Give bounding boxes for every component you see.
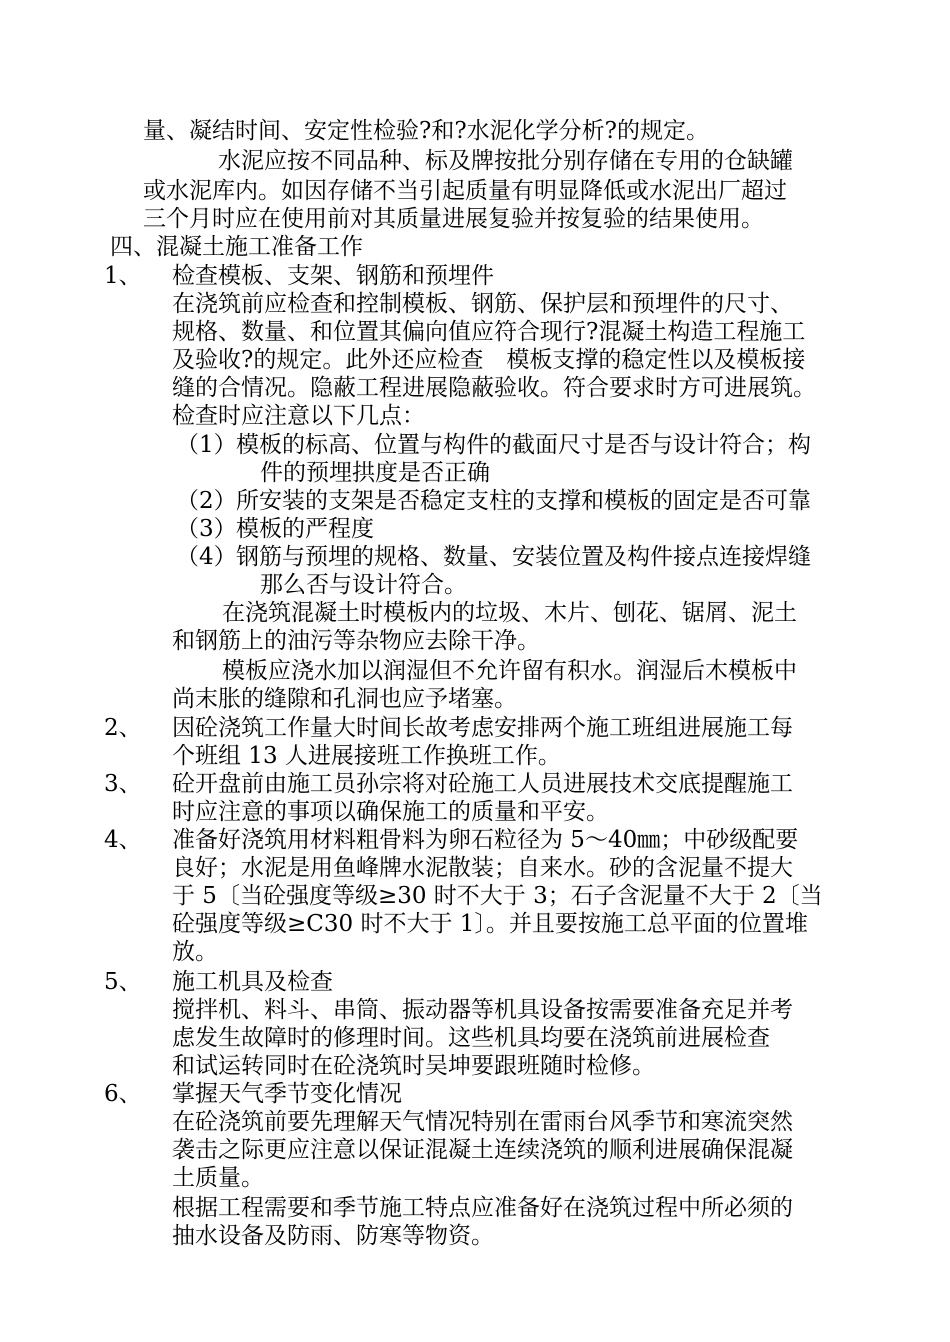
text-line: 在砼浇筑前要先理解天气情况特别在雷雨台风季节和寒流突然 <box>172 1109 793 1135</box>
text-line: 个班组 13 人进展接班工作换班工作。 <box>172 743 561 769</box>
text-line: 抽水设备及防雨、防寒等物资。 <box>172 1223 494 1249</box>
text-line: 时应注意的事项以确保施工的质量和平安。 <box>172 799 609 825</box>
item-title: 检查模板、支架、钢筋和预埋件 <box>172 263 494 289</box>
text-line: 准备好浇筑用材料粗骨料为卵石粒径为 5～40㎜；中砂级配要 <box>172 827 799 853</box>
subitem-text: 钢筋与预埋的规格、数量、安装位置及构件接点连接焊缝 <box>236 544 811 570</box>
text-line: 放。 <box>172 939 218 965</box>
subitem-label: （3） <box>176 516 237 542</box>
text-line: 缝的合情况。隐蔽工程进展隐蔽验收。符合要求时方可进展筑。 <box>172 375 816 401</box>
text-line: 或水泥库内。如因存储不当引起质量有明显降低或水泥出厂超过 <box>143 178 787 204</box>
text-line: 尚末胀的缝隙和孔洞也应予堵塞。 <box>172 686 517 712</box>
text-line: 及验收?的规定。此外还应检查 模板支撑的稳定性以及模板接 <box>172 347 806 373</box>
section-title: 四、混凝土施工准备工作 <box>110 234 363 260</box>
text-line: 在浇筑混凝土时模板内的垃圾、木片、刨花、锯屑、泥土 <box>222 600 797 626</box>
item-number: 2、 <box>104 715 142 741</box>
text-line: 良好；水泥是用鱼峰牌水泥散装；自来水。砂的含泥量不提大 <box>172 855 793 881</box>
text-line: 袭击之际更应注意以保证混凝土连续浇筑的顺利进展确保混凝 <box>172 1137 793 1163</box>
text-line: 模板应浇水加以润湿但不允许留有积水。润湿后木模板中 <box>222 658 797 684</box>
text-line: 搅拌机、料斗、串筒、振动器等机具设备按需要准备充足并考 <box>172 997 793 1023</box>
item-title: 施工机具及检查 <box>172 969 333 995</box>
text-line: 虑发生故障时的修理时间。这些机具均要在浇筑前进展检查 <box>172 1025 770 1051</box>
text-line: 砼强度等级≥C30 时不大于 1〕。并且要按施工总平面的位置堆 <box>172 911 808 937</box>
item-number: 3、 <box>104 771 142 797</box>
subitem-text: 模板的严程度 <box>236 516 374 542</box>
subitem-text: 所安装的支架是否稳定支柱的支撑和模板的固定是否可靠 <box>236 488 811 514</box>
text-line: 检查时应注意以下几点： <box>172 403 425 429</box>
text-line: 根据工程需要和季节施工特点应准备好在浇筑过程中所必须的 <box>172 1195 793 1221</box>
text-line: 砼开盘前由施工员孙宗将对砼施工人员进展技术交底提醒施工 <box>172 771 793 797</box>
text-line: 和钢筋上的油污等杂物应去除干净。 <box>172 628 540 654</box>
subitem-text: 件的预埋拱度是否正确 <box>260 460 490 486</box>
subitem-text: 模板的标高、位置与构件的截面尺寸是否与设计符合；构 <box>236 432 811 458</box>
subitem-label: （4） <box>176 544 237 570</box>
item-number: 4、 <box>104 827 142 853</box>
subitem-text: 那么否与设计符合。 <box>260 572 467 598</box>
text-line: 因砼浇筑工作量大时间长故考虑安排两个施工班组进展施工每 <box>172 715 793 741</box>
item-number: 5、 <box>104 969 142 995</box>
text-line: 规格、数量、和位置其偏向值应符合现行?混凝土构造工程施工 <box>172 319 806 345</box>
text-line: 水泥应按不同品种、标及牌按批分别存储在专用的仓缺罐 <box>218 148 793 174</box>
text-line: 在浇筑前应检查和控制模板、钢筋、保护层和预埋件的尺寸、 <box>172 291 793 317</box>
text-line: 三个月时应在使用前对其质量进展复验并按复验的结果使用。 <box>143 206 764 232</box>
item-number: 6、 <box>104 1081 142 1107</box>
item-title: 掌握天气季节变化情况 <box>172 1081 402 1107</box>
subitem-label: （1） <box>176 432 237 458</box>
subitem-label: （2） <box>176 488 237 514</box>
text-line: 于 5〔当砼强度等级≥30 时不大于 3；石子含泥量不大于 2〔当 <box>172 883 823 909</box>
text-line: 量、凝结时间、安定性检验?和?水泥化学分析?的规定。 <box>143 118 709 144</box>
text-line: 和试运转同时在砼浇筑时吴坤要跟班随时检修。 <box>172 1053 655 1079</box>
text-line: 土质量。 <box>172 1165 264 1191</box>
item-number: 1、 <box>104 263 142 289</box>
